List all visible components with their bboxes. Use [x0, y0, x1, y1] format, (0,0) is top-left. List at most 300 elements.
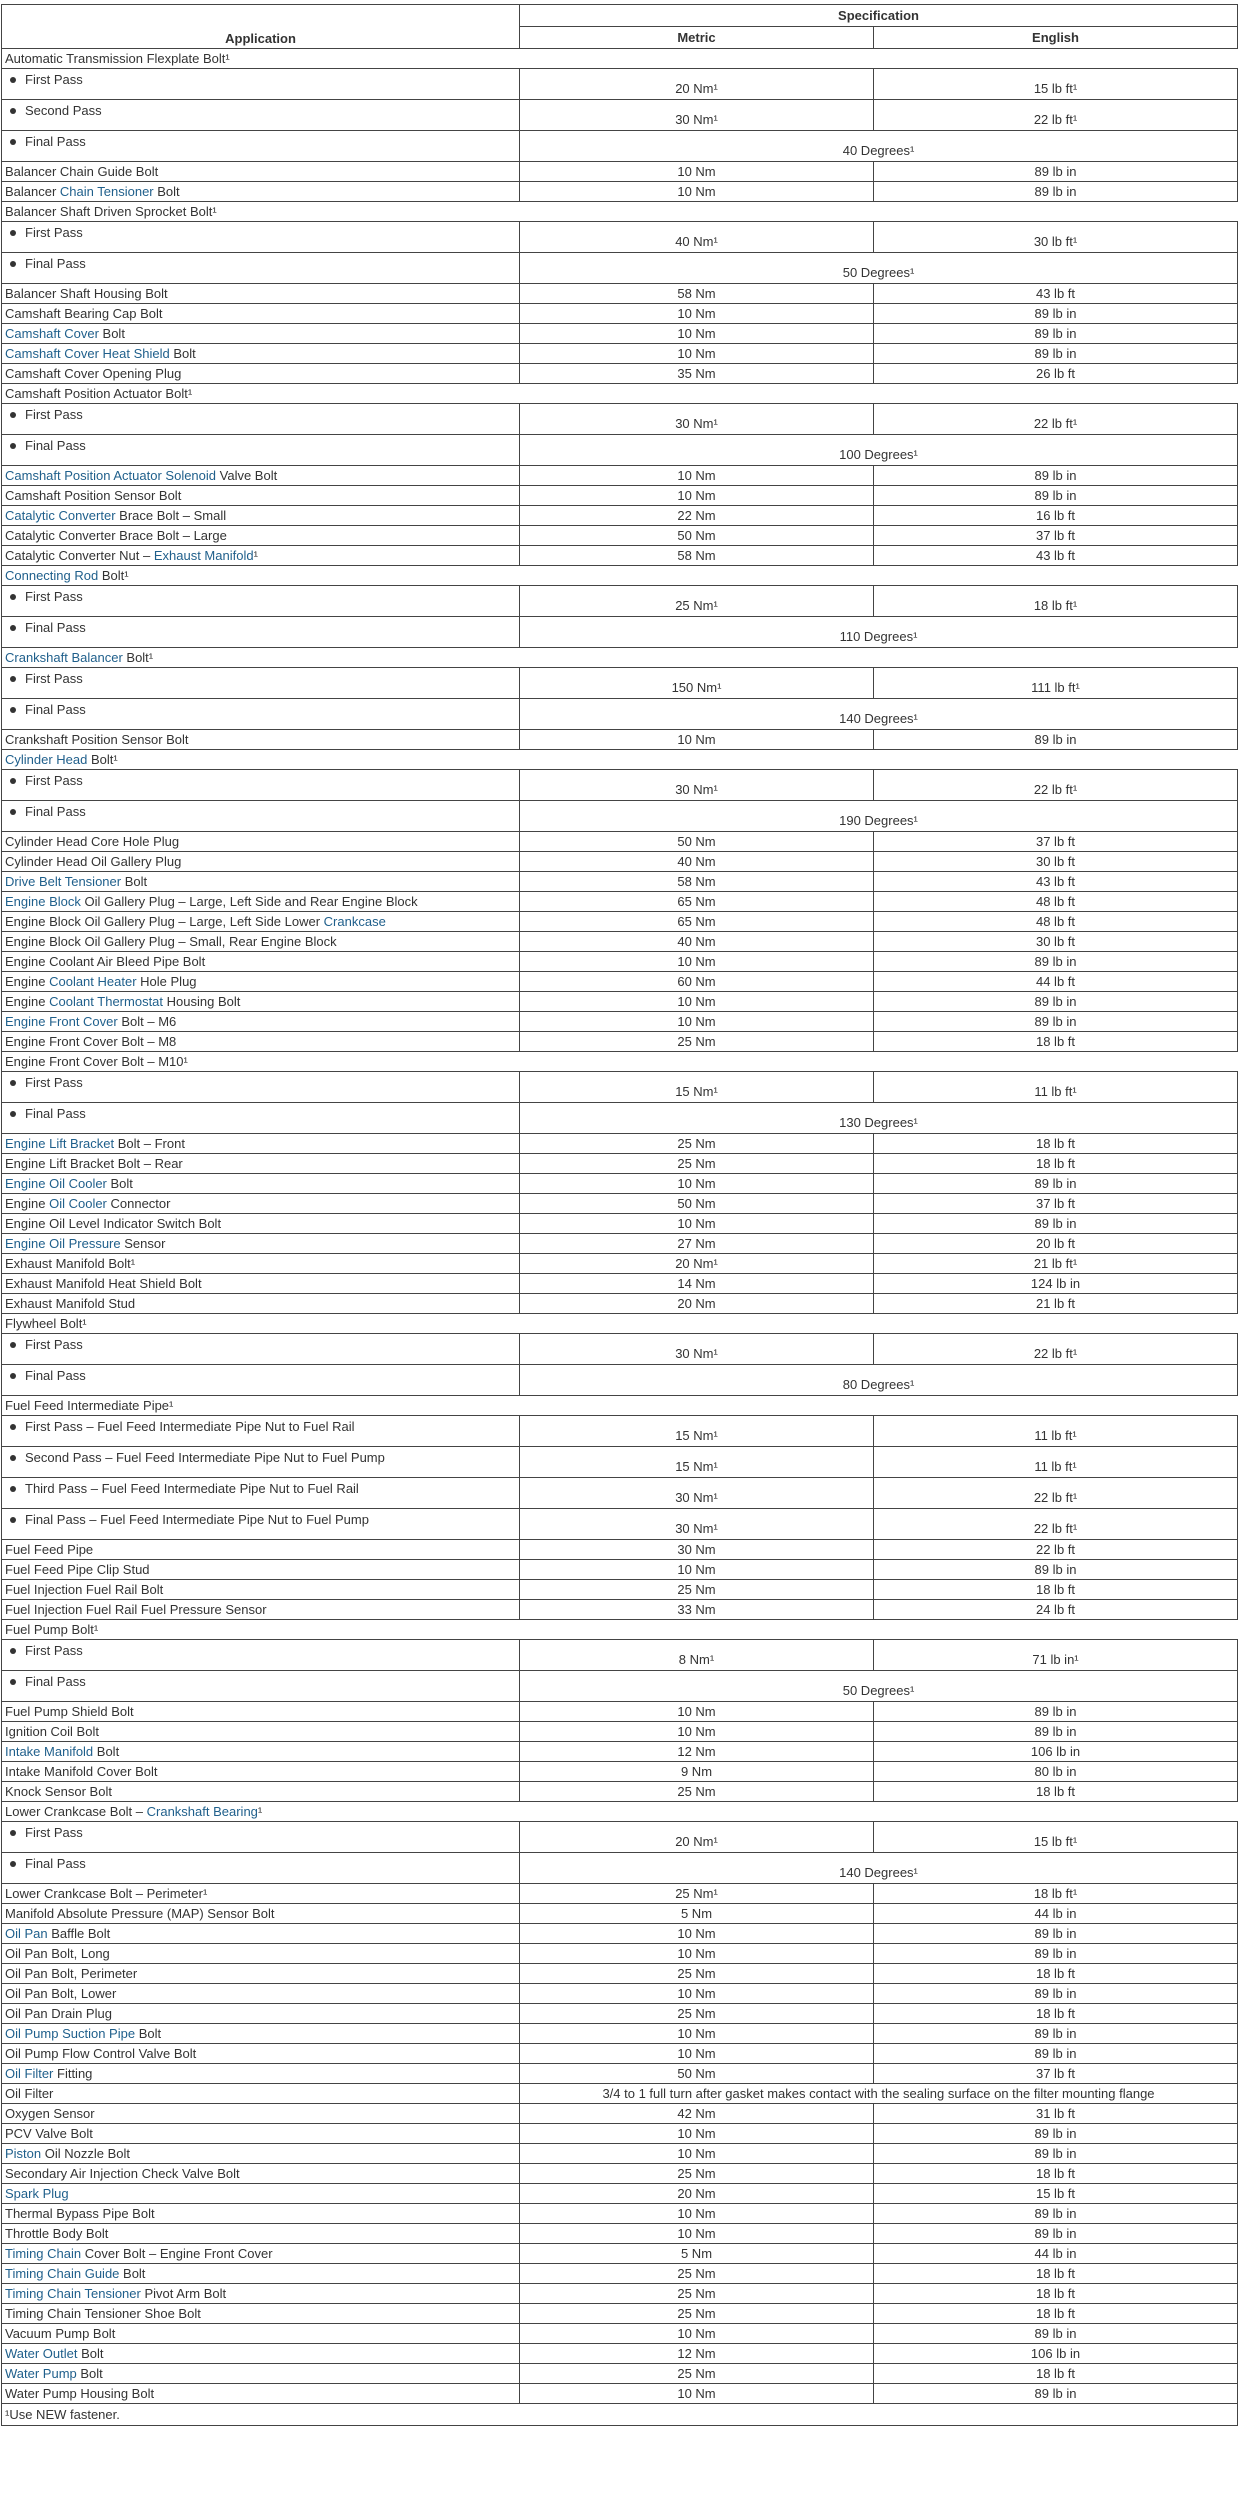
table-row	[2, 2184, 1238, 2204]
glossary-link[interactable]: Oil Pump Suction Pipe	[5, 2026, 136, 2041]
metric-value-cell: 25 Nm	[520, 2164, 874, 2184]
application-cell	[2, 2324, 520, 2344]
table-row	[2, 1722, 1238, 1742]
table-group-row	[2, 384, 1238, 404]
metric-value-cell: 10 Nm	[520, 344, 874, 364]
bullet-icon	[10, 1455, 16, 1461]
bullet-icon	[10, 261, 16, 267]
application-text: Bolt	[121, 874, 148, 889]
english-value-cell: 48 lb ft	[874, 892, 1238, 912]
application-text: Balancer Shaft Housing Bolt	[5, 286, 168, 301]
table-row	[2, 1762, 1238, 1782]
glossary-link[interactable]: Engine Oil Cooler	[5, 1176, 107, 1191]
metric-value-cell: 42 Nm	[520, 2104, 874, 2124]
table-group-row	[2, 750, 1238, 770]
table-pass-row	[2, 1822, 1238, 1853]
application-text: Lower Crankcase Bolt – Perimeter¹	[5, 1886, 208, 1901]
application-cell	[2, 1702, 520, 1722]
metric-value-cell: 5 Nm	[520, 2244, 874, 2264]
glossary-link[interactable]: Drive Belt Tensioner	[5, 874, 122, 889]
application-text: Timing Chain Tensioner Shoe Bolt	[5, 2306, 201, 2321]
glossary-link[interactable]: Catalytic Converter	[5, 508, 116, 523]
english-value-cell: 18 lb ft	[874, 2164, 1238, 2184]
spec-value-cell: 50 Degrees¹	[520, 253, 1238, 284]
table-row	[2, 1294, 1238, 1314]
english-value-cell: 37 lb ft	[874, 2064, 1238, 2084]
metric-value-cell: 10 Nm	[520, 304, 874, 324]
table-group-row	[2, 1314, 1238, 1334]
table-pass-row	[2, 1509, 1238, 1540]
english-value-cell: 106 lb in	[874, 1742, 1238, 1762]
glossary-link[interactable]: Piston	[5, 2146, 42, 2161]
application-cell	[2, 648, 1238, 668]
application-text: Bolt¹	[87, 752, 118, 767]
metric-value-cell: 12 Nm	[520, 2344, 874, 2364]
table-group-row	[2, 1802, 1238, 1822]
glossary-link[interactable]: Engine Block	[5, 894, 81, 909]
application-text: Bolt	[153, 184, 180, 199]
application-text: Cover Bolt – Engine Front Cover	[81, 2246, 273, 2261]
application-text: Fuel Injection Fuel Rail Fuel Pressure Sensor	[5, 1602, 267, 1617]
glossary-link[interactable]: Oil Filter	[5, 2066, 54, 2081]
application-text: Second Pass	[25, 103, 102, 118]
glossary-link[interactable]: Exhaust Manifold	[153, 548, 254, 563]
table-body	[2, 49, 1238, 2404]
application-cell	[2, 770, 520, 801]
table-row	[2, 852, 1238, 872]
english-value-cell: 18 lb ft	[874, 2364, 1238, 2384]
table-pass-row	[2, 1671, 1238, 1702]
application-cell	[2, 202, 1238, 222]
application-text: Sensor	[120, 1236, 166, 1251]
english-value-cell: 24 lb ft	[874, 1600, 1238, 1620]
english-value-cell: 89 lb in	[874, 2204, 1238, 2224]
application-cell	[2, 1722, 520, 1742]
english-value-cell: 21 lb ft¹	[874, 1254, 1238, 1274]
metric-value-cell: 30 Nm	[520, 1540, 874, 1560]
glossary-link[interactable]: Coolant Heater	[49, 974, 137, 989]
application-cell	[2, 872, 520, 892]
application-cell	[2, 2064, 520, 2084]
bullet-icon	[10, 1111, 16, 1117]
application-cell	[2, 304, 520, 324]
table-row	[2, 2124, 1238, 2144]
bullet-icon	[10, 443, 16, 449]
bullet-icon	[10, 1679, 16, 1685]
metric-value-cell: 10 Nm	[520, 2224, 874, 2244]
english-value-cell: 22 lb ft	[874, 1540, 1238, 1560]
table-pass-row	[2, 801, 1238, 832]
table-pass-row	[2, 1640, 1238, 1671]
application-cell	[2, 1802, 1238, 1822]
application-text: First Pass	[25, 1825, 83, 1840]
application-cell	[2, 1294, 520, 1314]
application-text: Fuel Feed Pipe	[5, 1542, 94, 1557]
application-cell	[2, 617, 520, 648]
application-cell	[2, 284, 520, 304]
application-text: Exhaust Manifold Heat Shield Bolt	[5, 1276, 202, 1291]
application-text: Intake Manifold Cover Bolt	[5, 1764, 158, 1779]
table-pass-row	[2, 586, 1238, 617]
application-cell	[2, 100, 520, 131]
table-row	[2, 2144, 1238, 2164]
application-cell	[2, 1782, 520, 1802]
metric-value-cell: 25 Nm	[520, 2304, 874, 2324]
table-row	[2, 1254, 1238, 1274]
glossary-link[interactable]: Crankcase	[323, 914, 386, 929]
application-text: Engine Front Cover Bolt – M8	[5, 1034, 177, 1049]
metric-value-cell: 8 Nm¹	[520, 1640, 874, 1671]
glossary-link[interactable]: Camshaft Cover	[5, 326, 99, 341]
table-row	[2, 2044, 1238, 2064]
spec-value-cell: 100 Degrees¹	[520, 435, 1238, 466]
metric-value-cell: 10 Nm	[520, 1174, 874, 1194]
english-value-cell: 89 lb in	[874, 2324, 1238, 2344]
application-text: Engine Oil Level Indicator Switch Bolt	[5, 1216, 222, 1231]
application-cell	[2, 1600, 520, 1620]
glossary-link[interactable]: Coolant Thermostat	[49, 994, 164, 1009]
application-cell	[2, 586, 520, 617]
glossary-link[interactable]: Cylinder Head	[5, 752, 88, 767]
application-cell	[2, 832, 520, 852]
english-value-cell: 89 lb in	[874, 344, 1238, 364]
application-text: Oil Filter	[5, 2086, 54, 2101]
table-row	[2, 872, 1238, 892]
application-text: First Pass	[25, 773, 83, 788]
application-text: Balancer Shaft Driven Sprocket Bolt¹	[5, 204, 217, 219]
table-row	[2, 932, 1238, 952]
glossary-link[interactable]: Camshaft Cover Heat Shield	[5, 346, 170, 361]
application-cell	[2, 1560, 520, 1580]
application-text: Final Pass	[25, 1856, 86, 1871]
application-text: Oil Nozzle Bolt	[41, 2146, 131, 2161]
application-cell	[2, 1944, 520, 1964]
english-value-cell: 37 lb ft	[874, 832, 1238, 852]
glossary-link[interactable]: Intake Manifold	[5, 1744, 94, 1759]
table-pass-row	[2, 404, 1238, 435]
metric-value-cell: 15 Nm¹	[520, 1447, 874, 1478]
application-text: Oil Pan Bolt, Long	[5, 1946, 110, 1961]
metric-value-cell: 25 Nm¹	[520, 586, 874, 617]
metric-value-cell: 10 Nm	[520, 1924, 874, 1944]
application-text: Second Pass – Fuel Feed Intermediate Pipe Nut to Fuel Pump	[25, 1450, 385, 1465]
metric-value-cell: 50 Nm	[520, 1194, 874, 1214]
application-text: First Pass	[25, 671, 83, 686]
metric-value-cell: 10 Nm	[520, 1722, 874, 1742]
application-text: Catalytic Converter Nut –	[5, 548, 154, 563]
application-text: Final Pass	[25, 702, 86, 717]
english-value-cell: 18 lb ft¹	[874, 1884, 1238, 1904]
table-row	[2, 2384, 1238, 2404]
english-value-cell: 89 lb in	[874, 466, 1238, 486]
english-value-cell: 22 lb ft¹	[874, 770, 1238, 801]
application-text: Final Pass – Fuel Feed Intermediate Pipe Nut to Fuel Pump	[25, 1512, 369, 1527]
application-text: Bolt	[77, 2346, 104, 2361]
table-row	[2, 364, 1238, 384]
english-value-cell: 89 lb in	[874, 1702, 1238, 1722]
table-pass-row	[2, 1447, 1238, 1478]
application-text: Fuel Feed Pipe Clip Stud	[5, 1562, 150, 1577]
metric-value-cell: 5 Nm	[520, 1904, 874, 1924]
spec-value-cell: 190 Degrees¹	[520, 801, 1238, 832]
table-row	[2, 1234, 1238, 1254]
bullet-icon	[10, 1648, 16, 1654]
metric-value-cell: 10 Nm	[520, 2144, 874, 2164]
metric-value-cell: 20 Nm¹	[520, 69, 874, 100]
application-cell	[2, 526, 520, 546]
english-value-cell: 89 lb in	[874, 304, 1238, 324]
application-cell	[2, 1924, 520, 1944]
table-row	[2, 1274, 1238, 1294]
application-text: Cylinder Head Oil Gallery Plug	[5, 854, 182, 869]
metric-value-cell: 15 Nm¹	[520, 1416, 874, 1447]
english-value-cell: 44 lb ft	[874, 972, 1238, 992]
table-row	[2, 730, 1238, 750]
english-value-cell: 30 lb ft	[874, 932, 1238, 952]
application-cell	[2, 404, 520, 435]
table-pass-row	[2, 1072, 1238, 1103]
application-cell	[2, 730, 520, 750]
table-row	[2, 952, 1238, 972]
glossary-link[interactable]: Engine Front Cover	[5, 1014, 118, 1029]
metric-value-cell: 10 Nm	[520, 1702, 874, 1722]
metric-value-cell: 10 Nm	[520, 162, 874, 182]
application-cell	[2, 1154, 520, 1174]
bullet-icon	[10, 1486, 16, 1492]
table-row	[2, 2244, 1238, 2264]
application-cell	[2, 253, 520, 284]
metric-value-cell: 40 Nm¹	[520, 222, 874, 253]
metric-value-cell: 10 Nm	[520, 2384, 874, 2404]
english-value-cell: 22 lb ft¹	[874, 100, 1238, 131]
application-text: Manifold Absolute Pressure (MAP) Sensor Bolt	[5, 1906, 275, 1921]
metric-value-cell: 35 Nm	[520, 364, 874, 384]
application-cell	[2, 699, 520, 730]
table-row	[2, 1702, 1238, 1722]
application-cell	[2, 2224, 520, 2244]
spec-value-cell: 140 Degrees¹	[520, 699, 1238, 730]
glossary-link[interactable]: Connecting Rod	[5, 568, 99, 583]
metric-value-cell: 10 Nm	[520, 2124, 874, 2144]
glossary-link[interactable]: Camshaft Position Actuator Solenoid	[5, 468, 217, 483]
application-cell	[2, 1314, 1238, 1334]
glossary-link[interactable]: Engine Lift Bracket	[5, 1136, 115, 1151]
table-row	[2, 1782, 1238, 1802]
application-text: First Pass	[25, 589, 83, 604]
english-value-cell: 89 lb in	[874, 2024, 1238, 2044]
application-cell	[2, 1072, 520, 1103]
glossary-link[interactable]: Water Pump	[5, 2366, 77, 2381]
metric-value-cell: 25 Nm	[520, 2284, 874, 2304]
table-group-row	[2, 1620, 1238, 1640]
metric-value-cell: 9 Nm	[520, 1762, 874, 1782]
table-row	[2, 1924, 1238, 1944]
table-row	[2, 304, 1238, 324]
metric-value-cell: 10 Nm	[520, 1944, 874, 1964]
metric-value-cell: 20 Nm¹	[520, 1254, 874, 1274]
english-value-cell: 18 lb ft	[874, 1580, 1238, 1600]
english-value-cell: 18 lb ft	[874, 2004, 1238, 2024]
glossary-link[interactable]: Engine Oil Pressure	[5, 1236, 121, 1251]
application-text: Oxygen Sensor	[5, 2106, 95, 2121]
application-cell	[2, 344, 520, 364]
table-pass-row	[2, 131, 1238, 162]
table-row	[2, 182, 1238, 202]
metric-value-cell: 30 Nm¹	[520, 100, 874, 131]
metric-value-cell: 25 Nm¹	[520, 1884, 874, 1904]
application-cell	[2, 384, 1238, 404]
english-value-cell: 18 lb ft	[874, 1964, 1238, 1984]
application-text: Final Pass	[25, 804, 86, 819]
table-row	[2, 1600, 1238, 1620]
table-row	[2, 1884, 1238, 1904]
application-header: Application	[2, 5, 520, 49]
application-text: Bolt – M6	[117, 1014, 177, 1029]
glossary-link[interactable]: Water Outlet	[5, 2346, 78, 2361]
english-value-cell: 89 lb in	[874, 1560, 1238, 1580]
metric-value-cell: 58 Nm	[520, 284, 874, 304]
application-cell	[2, 1274, 520, 1294]
application-cell	[2, 2204, 520, 2224]
application-text: Fuel Injection Fuel Rail Bolt	[5, 1582, 164, 1597]
application-cell	[2, 435, 520, 466]
bullet-icon	[10, 108, 16, 114]
bullet-icon	[10, 676, 16, 682]
metric-value-cell: 10 Nm	[520, 2324, 874, 2344]
metric-value-cell: 25 Nm	[520, 2004, 874, 2024]
application-cell	[2, 2244, 520, 2264]
application-cell	[2, 1103, 520, 1134]
application-text: Oil Pan Bolt, Perimeter	[5, 1966, 138, 1981]
table-row	[2, 344, 1238, 364]
metric-value-cell: 50 Nm	[520, 526, 874, 546]
application-text: Engine Coolant Air Bleed Pipe Bolt	[5, 954, 206, 969]
english-value-cell: 89 lb in	[874, 2224, 1238, 2244]
table-row	[2, 1964, 1238, 1984]
table-pass-row	[2, 1853, 1238, 1884]
table-row	[2, 2164, 1238, 2184]
application-text: Lower Crankcase Bolt –	[5, 1804, 147, 1819]
specification-header: Specification	[520, 5, 1238, 27]
application-cell	[2, 2344, 520, 2364]
bullet-icon	[10, 778, 16, 784]
english-value-cell: 89 lb in	[874, 2384, 1238, 2404]
table-row	[2, 1580, 1238, 1600]
glossary-link[interactable]: Chain Tensioner	[59, 184, 154, 199]
metric-value-cell: 10 Nm	[520, 952, 874, 972]
application-text: Fuel Feed Intermediate Pipe¹	[5, 1398, 174, 1413]
application-text: Fuel Pump Bolt¹	[5, 1622, 99, 1637]
application-text: Camshaft Bearing Cap Bolt	[5, 306, 163, 321]
table-row	[2, 2364, 1238, 2384]
bullet-icon	[10, 809, 16, 815]
application-cell	[2, 801, 520, 832]
application-text: Bolt	[119, 2266, 146, 2281]
english-value-cell: 89 lb in	[874, 952, 1238, 972]
application-cell	[2, 466, 520, 486]
bullet-icon	[10, 1080, 16, 1086]
application-text: Exhaust Manifold Bolt¹	[5, 1256, 136, 1271]
table-row	[2, 546, 1238, 566]
english-value-cell: 30 lb ft	[874, 852, 1238, 872]
table-pass-row	[2, 668, 1238, 699]
metric-value-cell: 30 Nm¹	[520, 770, 874, 801]
bullet-icon	[10, 594, 16, 600]
metric-value-cell: 50 Nm	[520, 832, 874, 852]
bullet-icon	[10, 230, 16, 236]
glossary-link[interactable]: Crankshaft Bearing	[146, 1804, 258, 1819]
application-text: Baffle Bolt	[47, 1926, 111, 1941]
metric-header: Metric	[520, 27, 874, 49]
application-cell	[2, 1580, 520, 1600]
application-text: Bolt	[93, 1744, 120, 1759]
application-cell	[2, 1174, 520, 1194]
glossary-link[interactable]: Spark Plug	[5, 2186, 69, 2201]
application-cell	[2, 1234, 520, 1254]
english-value-cell: 89 lb in	[874, 1012, 1238, 1032]
application-text: Pivot Arm Bolt	[140, 2286, 227, 2301]
metric-value-cell: 20 Nm	[520, 1294, 874, 1314]
application-text: Bolt¹	[98, 568, 129, 583]
spec-value-cell: 40 Degrees¹	[520, 131, 1238, 162]
table-row	[2, 1904, 1238, 1924]
application-cell	[2, 1742, 520, 1762]
table-pass-row	[2, 1365, 1238, 1396]
table-row	[2, 2264, 1238, 2284]
spec-value-cell: 140 Degrees¹	[520, 1853, 1238, 1884]
application-cell	[2, 972, 520, 992]
bullet-icon	[10, 1517, 16, 1523]
spec-value-cell: 110 Degrees¹	[520, 617, 1238, 648]
english-header: English	[874, 27, 1238, 49]
application-text: Balancer Chain Guide Bolt	[5, 164, 159, 179]
table-row	[2, 992, 1238, 1012]
english-value-cell: 106 lb in	[874, 2344, 1238, 2364]
english-value-cell: 89 lb in	[874, 324, 1238, 344]
bullet-icon	[10, 1373, 16, 1379]
application-text: Bolt	[106, 1176, 133, 1191]
application-cell	[2, 932, 520, 952]
application-cell	[2, 506, 520, 526]
english-value-cell: 89 lb in	[874, 162, 1238, 182]
glossary-link[interactable]: Timing Chain Guide	[5, 2266, 120, 2281]
table-pass-row	[2, 69, 1238, 100]
english-value-cell: 31 lb ft	[874, 2104, 1238, 2124]
table-row	[2, 2004, 1238, 2024]
metric-value-cell: 10 Nm	[520, 182, 874, 202]
application-text: Exhaust Manifold Stud	[5, 1296, 136, 1311]
application-cell	[2, 69, 520, 100]
english-value-cell: 18 lb ft	[874, 1154, 1238, 1174]
application-text: Flywheel Bolt¹	[5, 1316, 87, 1331]
application-text: Bolt	[98, 326, 125, 341]
glossary-link[interactable]: Timing Chain	[5, 2246, 82, 2261]
application-cell	[2, 1365, 520, 1396]
english-value-cell: 80 lb in	[874, 1762, 1238, 1782]
application-cell	[2, 1671, 520, 1702]
application-cell	[2, 1762, 520, 1782]
glossary-link[interactable]: Oil Pan	[5, 1926, 48, 1941]
glossary-link[interactable]: Oil Cooler	[49, 1196, 107, 1211]
table-group-row	[2, 49, 1238, 69]
application-text: Bolt	[169, 346, 196, 361]
table-pass-row	[2, 1334, 1238, 1365]
glossary-link[interactable]: Crankshaft Balancer	[5, 650, 123, 665]
english-value-cell: 22 lb ft¹	[874, 1334, 1238, 1365]
application-text: Oil Pump Flow Control Valve Bolt	[5, 2046, 197, 2061]
bullet-icon	[10, 1861, 16, 1867]
glossary-link[interactable]: Timing Chain Tensioner	[5, 2286, 141, 2301]
